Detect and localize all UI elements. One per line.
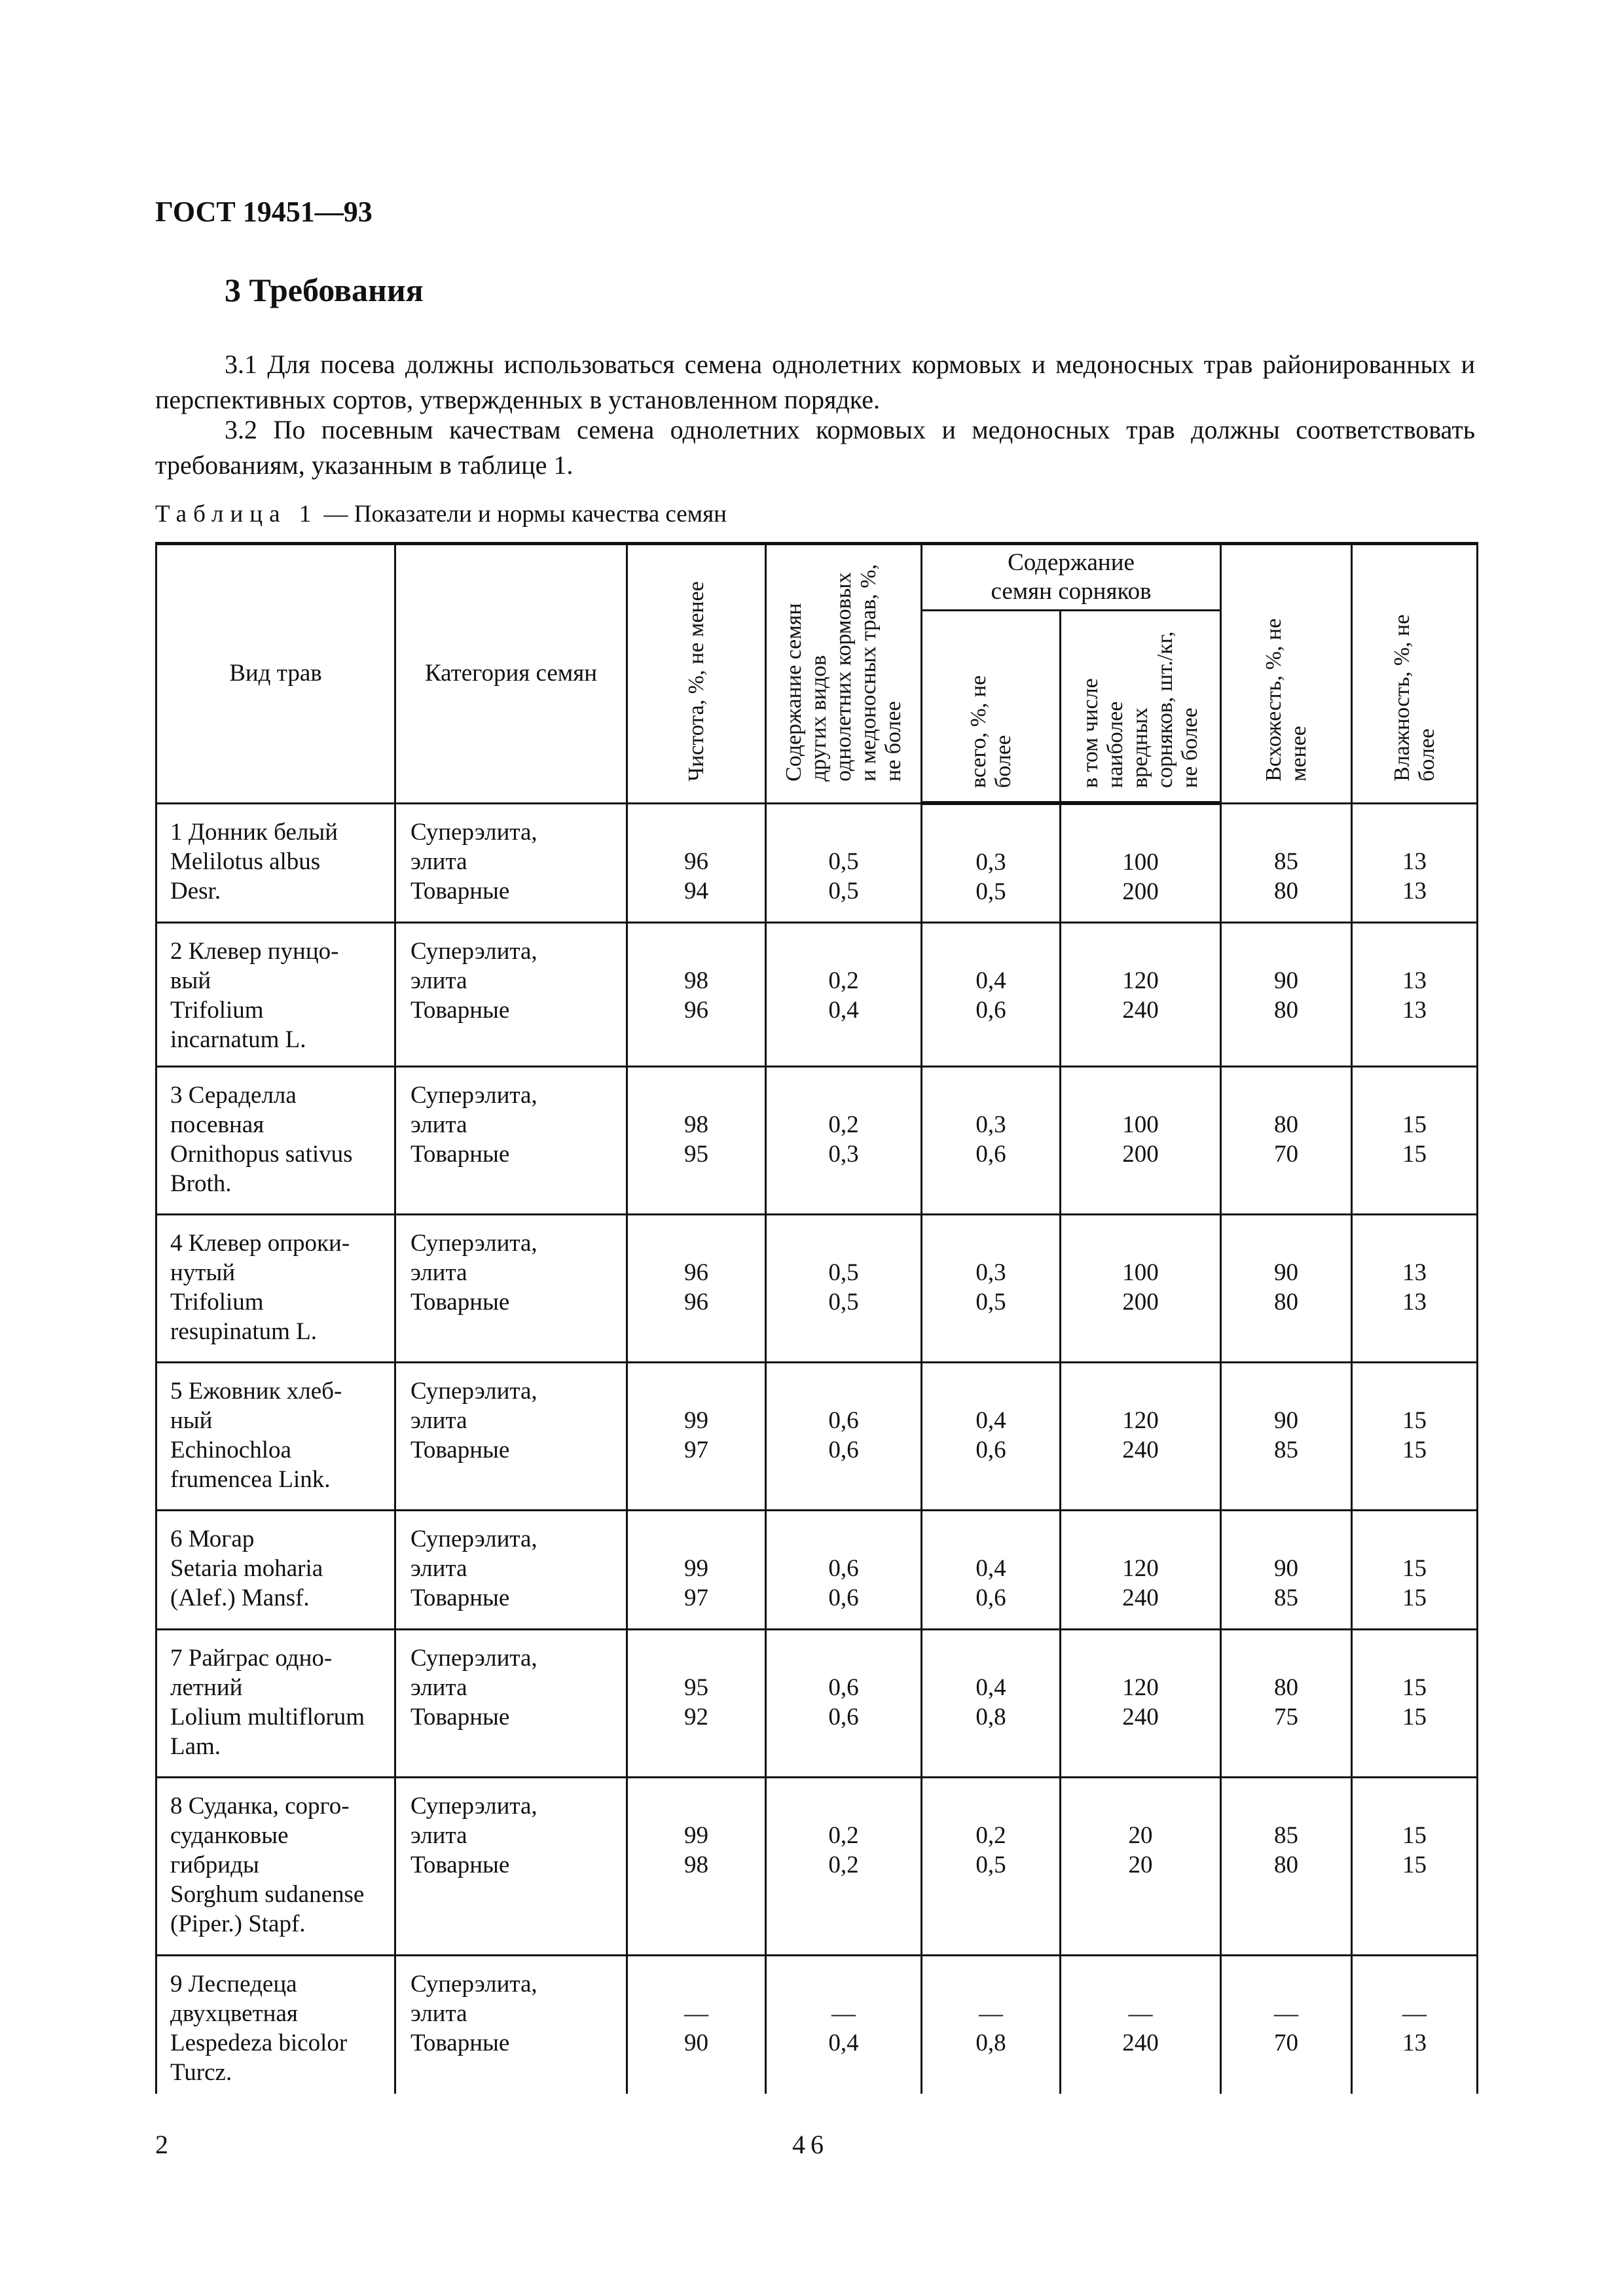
category-cell: Суперэлита, элита Товарные	[395, 1955, 627, 2094]
germination-cell: — 70	[1221, 1955, 1352, 2094]
moisture-cell: 15 15	[1352, 1777, 1478, 1955]
table-row	[156, 1362, 1478, 1510]
purity-cell: 99 98	[627, 1777, 766, 1955]
germination-cell: 90 80	[1221, 922, 1352, 1066]
paragraph-3-1: 3.1 Для посева должны использоваться семена однолетних кормовых и медоносных трав районированных и перспективных сортов, утвержденных в установленном порядке.	[155, 350, 1475, 414]
weeds-total-cell: 0,4 0,6	[922, 1510, 1061, 1629]
weeds-harmful-cell: 120 240	[1061, 922, 1221, 1066]
weeds-total-cell: 0,4 0,8	[922, 1629, 1061, 1777]
moisture-cell: 15 15	[1352, 1066, 1478, 1214]
weeds-total-cell: 0,4 0,6	[922, 1362, 1061, 1510]
category-cell: Суперэлита, элита Товарные	[395, 1629, 627, 1777]
other-species-cell: 0,6 0,6	[766, 1362, 922, 1510]
weeds-harmful-cell: — 240	[1061, 1955, 1221, 2094]
header-germination: Всхожесть, %, не менее	[1221, 544, 1352, 804]
other-species-cell: 0,2 0,2	[766, 1777, 922, 1955]
other-species-cell: 0,5 0,5	[766, 803, 922, 922]
standard-designation: ГОСТ 19451—93	[155, 196, 373, 228]
weeds-total-cell: 0,4 0,6	[922, 922, 1061, 1066]
purity-cell: 95 92	[627, 1629, 766, 1777]
other-species-cell: 0,5 0,5	[766, 1214, 922, 1362]
header-moisture: Влажность, %, не более	[1352, 544, 1478, 804]
purity-cell: 99 97	[627, 1362, 766, 1510]
header-species: Вид трав	[156, 544, 395, 804]
other-species-cell: — 0,4	[766, 1955, 922, 2094]
germination-cell: 80 75	[1221, 1629, 1352, 1777]
germination-cell: 90 85	[1221, 1362, 1352, 1510]
header-weeds-group: Содержание семян сорняков	[922, 544, 1221, 611]
weeds-total-cell: 0,3 0,6	[922, 1066, 1061, 1214]
species-name-cell: 9 Леспедеца двухцветная Lespedeza bicolor Turcz.	[156, 1955, 395, 2094]
weeds-total-cell: 0,2 0,5	[922, 1777, 1061, 1955]
category-cell: Суперэлита, элита Товарные	[395, 1214, 627, 1362]
moisture-cell: 15 15	[1352, 1629, 1478, 1777]
moisture-cell: — 13	[1352, 1955, 1478, 2094]
header-weeds-total: всего, %, не более	[922, 611, 1061, 804]
table-caption-label: Таблица 1	[155, 501, 318, 528]
paragraph-3-2: 3.2 По посевным качествам семена однолетних кормовых и медоносных трав должны соответствовать требованиям, указанным в таблице 1.	[155, 415, 1475, 480]
table-row	[156, 1955, 1478, 2094]
page-number: 2	[155, 2130, 168, 2159]
table-row	[156, 1066, 1478, 1214]
weeds-harmful-cell: 120 240	[1061, 1629, 1221, 1777]
weeds-total-cell: 0,3 0,5	[922, 803, 1061, 922]
weeds-harmful-cell: 120 240	[1061, 1362, 1221, 1510]
moisture-cell: 13 13	[1352, 1214, 1478, 1362]
species-name-cell: 2 Клевер пунцо- вый Trifolium incarnatum L.	[156, 922, 395, 1066]
sheet-number: 46	[792, 2130, 829, 2159]
category-cell: Суперэлита, элита Товарные	[395, 1777, 627, 1955]
header-other-species: Содержание семян других видов однолетних кормовых и медоносных трав, %, не более	[766, 544, 922, 804]
species-name-cell: 4 Клевер опроки- нутый Trifolium resupinatum L.	[156, 1214, 395, 1362]
germination-cell: 85 80	[1221, 803, 1352, 922]
germination-cell: 90 85	[1221, 1510, 1352, 1629]
weeds-harmful-cell: 100 200	[1061, 1066, 1221, 1214]
purity-cell: — 90	[627, 1955, 766, 2094]
weeds-harmful-cell: 120 240	[1061, 1510, 1221, 1629]
weeds-harmful-cell: 100 200	[1061, 1214, 1221, 1362]
category-cell: Суперэлита, элита Товарные	[395, 1510, 627, 1629]
table-row	[156, 803, 1478, 922]
header-category: Категория семян	[395, 544, 627, 804]
purity-cell: 98 95	[627, 1066, 766, 1214]
other-species-cell: 0,6 0,6	[766, 1629, 922, 1777]
species-name-cell: 7 Райграс одно- летний Lolium multiflorum Lam.	[156, 1629, 395, 1777]
category-cell: Суперэлита, элита Товарные	[395, 922, 627, 1066]
purity-cell: 96 96	[627, 1214, 766, 1362]
weeds-harmful-cell: 20 20	[1061, 1777, 1221, 1955]
table-caption-text: — Показатели и нормы качества семян	[318, 501, 727, 528]
moisture-cell: 15 15	[1352, 1510, 1478, 1629]
table-row	[156, 922, 1478, 1066]
germination-cell: 80 70	[1221, 1066, 1352, 1214]
moisture-cell: 13 13	[1352, 922, 1478, 1066]
header-weeds-harmful: в том числе наиболее вредных сорняков, шт./кг, не более	[1061, 611, 1221, 804]
header-purity: Чистота, %, не менее	[627, 544, 766, 804]
weeds-total-cell: — 0,8	[922, 1955, 1061, 2094]
purity-cell: 96 94	[627, 803, 766, 922]
other-species-cell: 0,6 0,6	[766, 1510, 922, 1629]
table-row	[156, 1777, 1478, 1955]
species-name-cell: 1 Донник белый Melilotus albus Desr.	[156, 803, 395, 922]
purity-cell: 99 97	[627, 1510, 766, 1629]
weeds-total-cell: 0,3 0,5	[922, 1214, 1061, 1362]
species-name-cell: 6 Могар Setaria moharia (Alef.) Mansf.	[156, 1510, 395, 1629]
species-name-cell: 5 Ежовник хлеб- ный Echinochloa frumencea Link.	[156, 1362, 395, 1510]
moisture-cell: 13 13	[1352, 803, 1478, 922]
category-cell: Суперэлита, элита Товарные	[395, 1066, 627, 1214]
table-row	[156, 1214, 1478, 1362]
moisture-cell: 15 15	[1352, 1362, 1478, 1510]
germination-cell: 85 80	[1221, 1777, 1352, 1955]
germination-cell: 90 80	[1221, 1214, 1352, 1362]
other-species-cell: 0,2 0,4	[766, 922, 922, 1066]
weeds-harmful-cell: 100 200	[1061, 803, 1221, 922]
table-caption	[155, 500, 727, 528]
species-name-cell: 3 Сераделла посевная Ornithopus sativus Broth.	[156, 1066, 395, 1214]
section-title: 3 Требования	[225, 272, 424, 308]
other-species-cell: 0,2 0,3	[766, 1066, 922, 1214]
species-name-cell: 8 Суданка, сорго- суданковые гибриды Sorghum sudanense (Piper.) Stapf.	[156, 1777, 395, 1955]
table-row	[156, 1510, 1478, 1629]
seed-quality-table	[155, 542, 1478, 2094]
category-cell: Суперэлита, элита Товарные	[395, 803, 627, 922]
purity-cell: 98 96	[627, 922, 766, 1066]
table-row	[156, 1629, 1478, 1777]
category-cell: Суперэлита, элита Товарные	[395, 1362, 627, 1510]
